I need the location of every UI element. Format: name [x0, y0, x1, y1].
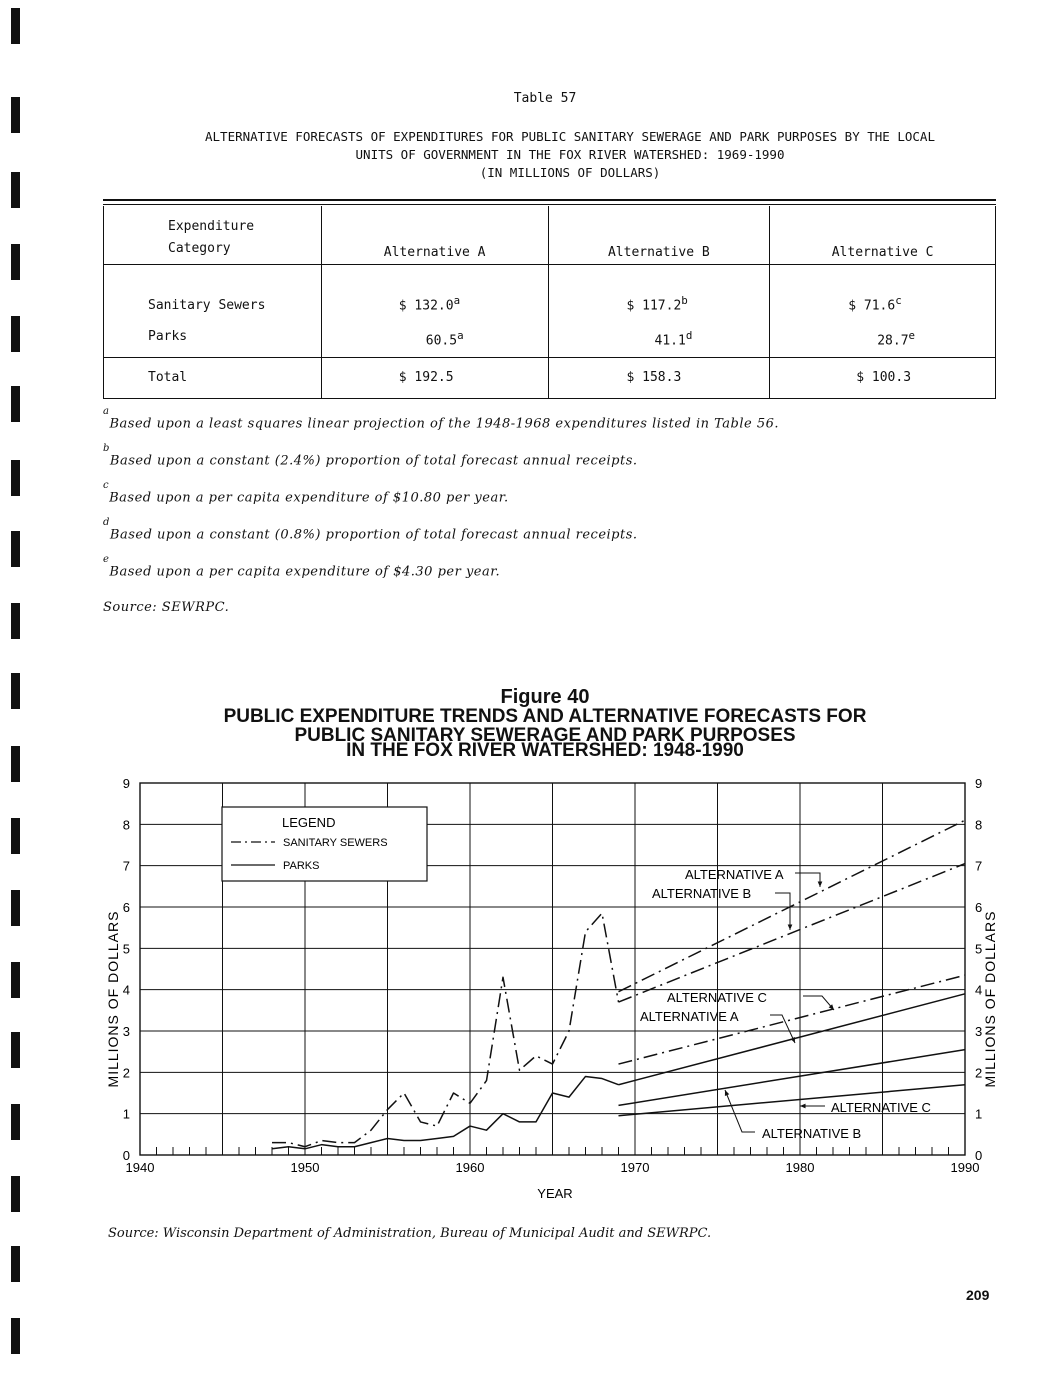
x-tick-label: 1950 — [290, 1160, 320, 1175]
y-tick-label-left: 6 — [122, 900, 130, 915]
figure-label: Figure 40 — [500, 686, 590, 708]
x-tick-label: 1980 — [785, 1160, 815, 1175]
figure-title-line-2: PUBLIC SANITARY SEWERAGE AND PARK PURPOSES — [294, 725, 796, 746]
header-category-line-1: Expenditure — [168, 218, 255, 234]
header-alt-b: Alternative B — [548, 206, 770, 264]
y-tick-label-right: 0 — [975, 1148, 983, 1163]
table-row-sanitary — [104, 265, 996, 319]
annotation-leader-1 — [775, 893, 790, 930]
table-row-parks — [104, 319, 996, 357]
figure-source: Source: Wisconsin Department of Administration, Bureau of Municipal Audit and SEWRPC. — [108, 1226, 712, 1241]
value-note: d — [685, 329, 693, 342]
arrowhead-icon — [725, 1090, 729, 1096]
table-title-line-2: UNITS OF GOVERNMENT IN THE FOX RIVER WATERSHED: 1969-1990 — [355, 147, 785, 162]
header-alt-a: Alternative A — [321, 206, 548, 264]
y-tick-label-right: 4 — [975, 982, 983, 998]
legend-title: LEGEND — [282, 815, 336, 830]
table-row-total — [104, 358, 996, 398]
row-category: Parks — [104, 319, 322, 357]
table-label: Table 57 — [513, 91, 577, 106]
footnote-d — [103, 517, 638, 543]
y-tick-label-left: 3 — [122, 1024, 130, 1039]
x-axis-label: YEAR — [537, 1186, 573, 1201]
annotation-label-4: ALTERNATIVE C — [831, 1100, 931, 1115]
y-tick-label-right: 1 — [975, 1106, 983, 1122]
y-tick-label-left: 7 — [122, 858, 130, 874]
footnote-mark: b — [103, 443, 110, 454]
y-axis-label-left: MILLIONS OF DOLLARS — [105, 910, 121, 1088]
total-value-b: $ 158.3 — [548, 358, 770, 398]
annotation-leader-2 — [803, 996, 834, 1010]
footnote-c — [103, 480, 509, 506]
annotation-label-0: ALTERNATIVE A — [685, 867, 784, 882]
table-source: Source: SEWRPC. — [103, 600, 230, 615]
value-note: e — [908, 329, 916, 342]
value-note: b — [681, 293, 688, 307]
footnote-mark: a — [103, 406, 110, 417]
chart-annotations — [640, 867, 931, 1141]
annotation-label-2: ALTERNATIVE C — [667, 990, 767, 1005]
value-text: $ 71.6 — [848, 298, 896, 313]
footnote-mark: d — [103, 517, 110, 528]
y-axis-label-right: MILLIONS OF DOLLARS — [982, 910, 998, 1088]
y-tick-label-left: 9 — [122, 776, 130, 791]
footnote-text: Based upon a per capita expenditure of $4.30 per year. — [109, 564, 501, 580]
y-tick-label-right: 2 — [975, 1065, 983, 1081]
row-value-b — [548, 319, 770, 357]
footnote-text: Based upon a least squares linear projection of the 1948-1968 expenditures listed in Table 56. — [109, 416, 780, 432]
table-title-line-3: (IN MILLIONS OF DOLLARS) — [479, 165, 661, 180]
expenditure-table — [103, 206, 996, 399]
table-header-row — [104, 206, 996, 264]
total-value-c: $ 100.3 — [770, 358, 996, 398]
row-value-a — [321, 265, 548, 319]
row-value-a — [321, 319, 548, 357]
annotation-label-5: ALTERNATIVE B — [762, 1126, 862, 1141]
value-note: c — [895, 293, 902, 307]
figure-title — [170, 688, 920, 760]
series-line-1 — [272, 1076, 619, 1148]
value-text: $ 132.0 — [398, 298, 454, 313]
value-note: a — [457, 329, 464, 342]
table-top-rule-2 — [103, 204, 996, 205]
header-category-line-2: Category — [168, 240, 231, 256]
legend-entry-parks: PARKS — [283, 860, 320, 872]
table-title — [120, 128, 1020, 182]
value-text: $ 117.2 — [626, 298, 682, 313]
page-number: 209 — [966, 1287, 990, 1303]
value-text: 41.1 — [654, 333, 686, 349]
expenditure-chart — [0, 760, 1057, 1210]
arrowhead-icon — [788, 924, 793, 930]
footnote-text: Based upon a constant (2.4%) proportion of total forecast annual receipts. — [109, 453, 638, 469]
y-tick-label-left: 8 — [122, 817, 130, 833]
legend-entry-sewers: SANITARY SEWERS — [283, 837, 388, 849]
footnote-text: Based upon a constant (0.8%) proportion of total forecast annual receipts. — [109, 527, 638, 543]
table-title-line-1: ALTERNATIVE FORECASTS OF EXPENDITURES FOR PUBLIC SANITARY SEWERAGE AND PARK PURPOSES BY THE LOCAL — [205, 129, 935, 144]
series-line-3 — [619, 864, 966, 1002]
y-tick-label-left: 4 — [122, 982, 130, 998]
y-tick-label-right: 8 — [975, 817, 983, 833]
figure-title-line-1: PUBLIC EXPENDITURE TRENDS AND ALTERNATIVE FORECASTS FOR — [223, 706, 867, 727]
chart-legend — [222, 807, 427, 881]
table-top-rule — [103, 199, 996, 201]
annotation-leader-5 — [725, 1090, 755, 1132]
annotation-label-1: ALTERNATIVE B — [652, 886, 752, 901]
arrowhead-icon — [800, 1104, 806, 1109]
y-tick-label-left: 1 — [122, 1106, 130, 1122]
footnote-a — [103, 406, 780, 432]
series-line-6 — [619, 1050, 966, 1106]
y-tick-label-left: 0 — [122, 1148, 130, 1163]
figure-title-line-3: IN THE FOX RIVER WATERSHED: 1948-1990 — [346, 740, 744, 761]
y-tick-label-left: 5 — [122, 941, 130, 957]
value-note: a — [453, 293, 461, 307]
footnote-b — [103, 443, 638, 469]
value-text: 60.5 — [425, 333, 458, 349]
total-category: Total — [104, 358, 322, 398]
annotation-leader-0 — [795, 873, 820, 887]
footnote-e — [103, 554, 501, 580]
row-category: Sanitary Sewers — [104, 265, 322, 319]
x-tick-label: 1970 — [620, 1160, 650, 1175]
y-tick-label-right: 9 — [975, 776, 983, 791]
header-alt-c: Alternative C — [770, 206, 996, 264]
annotation-label-3: ALTERNATIVE A — [640, 1009, 739, 1024]
series-line-2 — [619, 820, 966, 992]
y-tick-label-right: 3 — [975, 1024, 983, 1039]
header-category — [104, 206, 322, 264]
y-tick-label-left: 2 — [122, 1065, 130, 1081]
row-value-c — [770, 319, 996, 357]
x-tick-label: 1940 — [125, 1160, 155, 1175]
row-value-c — [770, 265, 996, 319]
total-value-a: $ 192.5 — [321, 358, 548, 398]
y-tick-label-right: 6 — [975, 900, 983, 915]
x-tick-label: 1960 — [455, 1160, 485, 1175]
y-tick-label-right: 5 — [975, 941, 983, 957]
row-value-b — [548, 265, 770, 319]
footnote-mark: c — [103, 480, 110, 491]
arrowhead-icon — [818, 881, 823, 887]
y-tick-label-right: 7 — [975, 858, 983, 874]
x-tick-label: 1990 — [950, 1160, 980, 1175]
footnote-mark: e — [103, 554, 110, 565]
footnote-text: Based upon a per capita expenditure of $10.80 per year. — [109, 490, 509, 506]
value-text: 28.7 — [877, 333, 909, 349]
